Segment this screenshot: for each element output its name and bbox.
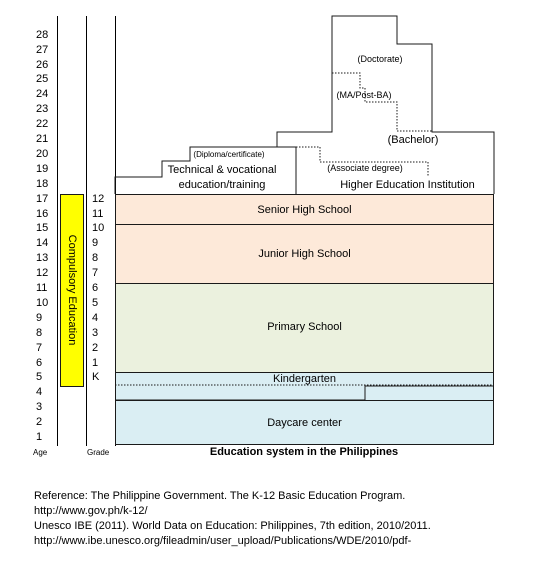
references (34, 489, 544, 549)
ma-label: (MA/Post-BA) (336, 90, 392, 100)
age-tick: 19 (36, 162, 49, 175)
grade-tick: 6 (92, 282, 99, 294)
daycare-step-line (115, 386, 494, 400)
age-tick: 5 (36, 371, 43, 384)
reference-link[interactable]: http://www.gov.ph/k-12/ (34, 505, 148, 517)
grade-tick: 11 (92, 207, 104, 220)
age-tick: 16 (36, 207, 49, 220)
age-tick: 15 (36, 222, 49, 235)
grade-axis-label: Grade (87, 448, 110, 457)
age-tick: 10 (36, 296, 49, 309)
age-tick: 4 (36, 386, 43, 399)
age-tick: 6 (36, 356, 43, 369)
age-tick: 18 (36, 177, 49, 190)
grade-tick: 2 (92, 341, 99, 354)
age-tick: 3 (36, 401, 43, 414)
age-tick: 27 (36, 43, 49, 56)
grade-tick: K (92, 371, 100, 384)
age-tick: 20 (36, 147, 49, 160)
age-tick: 25 (36, 73, 49, 86)
daycare-label: Daycare center (267, 417, 342, 429)
grade-tick: 8 (92, 252, 99, 265)
grade-tick: 4 (92, 311, 99, 324)
reference-link[interactable]: http://www.ibe.unesco.org/fileadmin/user_upload/Publications/WDE/2010/pdf- (34, 535, 412, 547)
age-tick: 13 (36, 252, 49, 265)
age-tick: 17 (36, 192, 49, 205)
compulsory-education-label: Compulsory Education (66, 234, 78, 346)
age-tick: 26 (36, 58, 49, 71)
age-tick: 8 (36, 326, 43, 339)
tvet-label-line2: education/training (178, 179, 266, 191)
age-tick: 9 (36, 311, 43, 324)
age-tick: 21 (36, 133, 49, 145)
tvet-label-line1: Technical & vocational (167, 164, 277, 176)
primary-school-label: Primary School (267, 321, 342, 333)
reference-line: Unesco IBE (2011). World Data on Education: Philippines, 7th edition, 2010/2011. (34, 520, 431, 532)
kindergarten-label: Kindergarten (273, 373, 336, 385)
age-tick: 28 (36, 28, 49, 41)
age-tick: 12 (36, 267, 49, 280)
age-tick: 22 (36, 118, 49, 131)
grade-tick: 7 (92, 267, 99, 280)
grade-tick: 9 (92, 237, 99, 250)
diagram-title: Education system in the Philippines (209, 446, 399, 458)
junior-high-label: Junior High School (258, 248, 351, 260)
reference-line: Reference: The Philippine Government. The K-12 Basic Education Program. (34, 490, 406, 502)
senior-high-label: Senior High School (257, 204, 352, 216)
grade-tick: 3 (92, 326, 99, 339)
bachelor-divider (332, 73, 432, 131)
grade-tick: 10 (92, 222, 105, 235)
grade-tick: 12 (92, 192, 105, 205)
age-tick: 14 (36, 237, 49, 250)
age-tick: 11 (36, 282, 48, 294)
age-axis-label: Age (33, 448, 48, 457)
diploma-label: (Diploma/certificate) (193, 150, 265, 159)
age-tick: 1 (36, 431, 43, 443)
higher-ed-label: Higher Education Institution (340, 179, 475, 191)
doctorate-label: (Doctorate) (357, 54, 403, 64)
age-tick: 7 (36, 341, 43, 354)
grade-tick: 5 (92, 296, 99, 309)
grade-tick: 1 (92, 356, 99, 369)
bachelor-label: (Bachelor) (387, 134, 439, 146)
age-tick: 2 (36, 416, 43, 429)
age-tick: 23 (36, 103, 49, 116)
associate-degree-label: (Associate degree) (327, 163, 403, 173)
age-tick: 24 (36, 88, 49, 101)
